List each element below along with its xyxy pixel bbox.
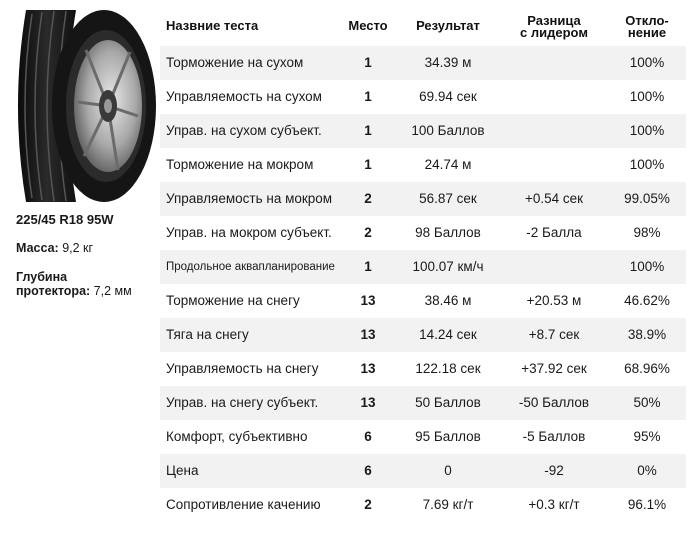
test-result: 7.69 кг/т xyxy=(422,497,474,512)
test-name: Торможение на снегу xyxy=(166,293,300,308)
test-result: 34.39 м xyxy=(424,55,472,70)
test-diff xyxy=(504,114,604,148)
tyre-image xyxy=(6,6,156,206)
test-result: 56.87 сек xyxy=(419,191,477,206)
table-row xyxy=(160,80,686,114)
header-diff-line1: Разница xyxy=(527,13,581,28)
header-test-name: Назвние теста xyxy=(166,18,259,33)
table-row xyxy=(160,216,686,250)
test-diff: +0.54 сек xyxy=(524,191,584,206)
tyre-mass xyxy=(16,241,166,255)
test-name: Тяга на снегу xyxy=(166,327,249,342)
header-result: Результат xyxy=(416,18,480,33)
table-row xyxy=(160,352,686,386)
test-result: 98 Баллов xyxy=(415,225,481,240)
test-name: Комфорт, субъективно xyxy=(166,429,308,444)
table-row xyxy=(160,386,686,420)
test-place: 1 xyxy=(364,89,372,104)
test-place: 2 xyxy=(364,191,372,206)
depth-label-2: протектора: xyxy=(16,284,91,298)
table-row xyxy=(160,46,686,80)
test-name: Продольное аквапланирование xyxy=(166,261,335,273)
tyre-size: 225/45 R18 95W xyxy=(16,212,114,227)
test-place: 13 xyxy=(360,361,376,376)
test-diff xyxy=(504,80,604,114)
test-deviation: 100% xyxy=(629,55,665,70)
test-result: 122.18 сек xyxy=(415,361,481,376)
tyre-info-panel xyxy=(0,0,160,535)
test-name: Торможение на сухом xyxy=(166,55,304,70)
test-name: Управ. на сухом субъект. xyxy=(166,123,322,138)
test-diff: -92 xyxy=(544,463,564,478)
mass-value: 9,2 кг xyxy=(62,241,94,255)
test-name: Управляемость на снегу xyxy=(166,361,319,376)
test-place: 6 xyxy=(364,463,372,478)
test-deviation: 46.62% xyxy=(624,293,670,308)
test-deviation: 50% xyxy=(633,395,661,410)
test-diff: -5 Баллов xyxy=(522,429,586,444)
test-diff xyxy=(504,46,604,80)
mass-label: Масса: xyxy=(16,241,59,255)
test-place: 13 xyxy=(360,293,376,308)
table-row xyxy=(160,420,686,454)
test-name: Цена xyxy=(166,463,199,478)
test-place: 1 xyxy=(364,259,372,274)
test-results-table xyxy=(160,10,686,522)
test-deviation: 68.96% xyxy=(624,361,670,376)
test-deviation: 0% xyxy=(637,463,657,478)
test-deviation: 100% xyxy=(629,259,665,274)
test-deviation: 100% xyxy=(629,123,665,138)
test-diff: -2 Балла xyxy=(526,225,582,240)
test-result: 100 Баллов xyxy=(411,123,485,138)
table-row xyxy=(160,148,686,182)
test-diff: -50 Баллов xyxy=(518,395,590,410)
test-deviation: 96.1% xyxy=(627,497,667,512)
test-diff: +20.53 м xyxy=(526,293,582,308)
test-result: 0 xyxy=(444,463,452,478)
test-result: 14.24 сек xyxy=(419,327,477,342)
test-name: Управляемость на мокром xyxy=(166,191,333,206)
tyre-tread-depth xyxy=(16,270,166,298)
test-result: 50 Баллов xyxy=(415,395,481,410)
test-deviation: 98% xyxy=(633,225,661,240)
test-diff: +37.92 сек xyxy=(521,361,587,376)
test-deviation: 100% xyxy=(629,89,665,104)
test-place: 2 xyxy=(364,225,372,240)
test-place: 13 xyxy=(360,395,376,410)
header-place: Место xyxy=(348,18,388,33)
test-diff: +8.7 сек xyxy=(528,327,580,342)
table-row xyxy=(160,454,686,488)
test-place: 6 xyxy=(364,429,372,444)
test-place: 13 xyxy=(360,327,376,342)
header-diff-line2: с лидером xyxy=(520,25,588,40)
test-name: Торможение на мокром xyxy=(166,157,314,172)
test-deviation: 100% xyxy=(629,157,665,172)
table-row xyxy=(160,182,686,216)
test-diff xyxy=(504,148,604,182)
table-row xyxy=(160,488,686,522)
header-dev-line2: нение xyxy=(627,25,667,40)
test-diff: +0.3 кг/т xyxy=(528,497,580,512)
test-result: 24.74 м xyxy=(424,157,472,172)
test-name: Управляемость на сухом xyxy=(166,89,322,104)
test-result: 100.07 км/ч xyxy=(412,259,484,274)
test-name: Сопротивление качению xyxy=(166,497,321,512)
tyre-illustration xyxy=(6,6,156,206)
test-result: 69.94 сек xyxy=(419,89,477,104)
table-row xyxy=(160,250,686,284)
test-result: 38.46 м xyxy=(424,293,472,308)
header-deviation xyxy=(612,15,682,39)
table-header xyxy=(160,10,686,46)
test-place: 1 xyxy=(364,123,372,138)
test-result: 95 Баллов xyxy=(415,429,481,444)
test-diff xyxy=(504,250,604,284)
table-row xyxy=(160,114,686,148)
table-row xyxy=(160,284,686,318)
test-name: Управ. на мокром субъект. xyxy=(166,225,332,240)
header-dev-line1: Откло- xyxy=(625,13,669,28)
test-name: Управ. на снегу субъект. xyxy=(166,395,319,410)
test-place: 1 xyxy=(364,157,372,172)
depth-value: 7,2 мм xyxy=(93,284,132,298)
test-place: 1 xyxy=(364,55,372,70)
test-place: 2 xyxy=(364,497,372,512)
header-diff xyxy=(504,15,604,39)
test-deviation: 95% xyxy=(633,429,661,444)
depth-label-1: Глубина xyxy=(16,270,68,284)
table-row xyxy=(160,318,686,352)
test-deviation: 99.05% xyxy=(624,191,670,206)
test-deviation: 38.9% xyxy=(627,327,667,342)
